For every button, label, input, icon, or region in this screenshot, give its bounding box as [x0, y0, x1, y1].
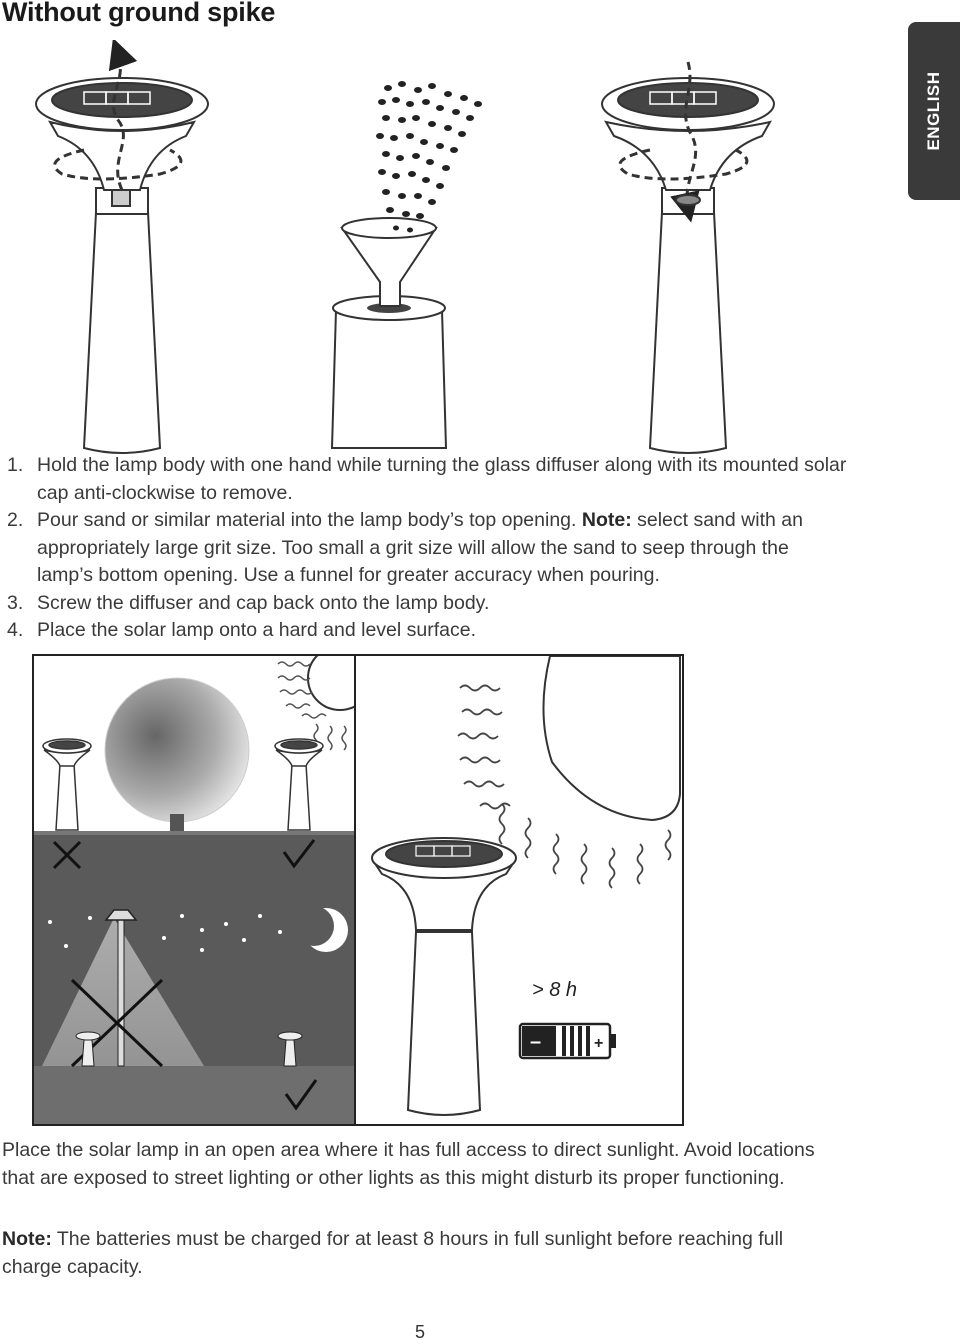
battery-plus-icon: +: [594, 1035, 604, 1052]
page-title: Without ground spike: [2, 0, 276, 27]
nighttime-scene: [33, 831, 355, 1125]
battery-minus-icon: –: [530, 1031, 542, 1053]
lamp-remove-cap-illustration: [36, 52, 208, 453]
language-tab: [908, 22, 960, 200]
placement-illustration-panel: [32, 654, 684, 1126]
language-tab-label: ENGLISH: [924, 71, 943, 151]
disassembly-illustrations: [0, 40, 900, 460]
installation-steps: [7, 452, 847, 645]
daytime-scene: [33, 654, 372, 832]
lamp-reattach-cap-illustration: [602, 62, 774, 453]
page-number: 5: [414, 1322, 425, 1342]
charge-duration-label: > 8 h: [532, 979, 578, 1001]
step-2: 2. Pour sand or similar material into the lamp body’s top opening. Note: select sand with an appropriately large grit size. Too small a grit size will allow the sand to seep through the lamp’s bottom opening. Use a funnel for greater accuracy when pouring.: [7, 509, 803, 586]
step-3: 3. Screw the diffuser and cap back onto the lamp body.: [7, 591, 490, 614]
placement-instructions: Place the solar lamp in an open area where it has full access to direct sunlight. Avoid locations that are exposed to street lighting or other lights as this might disturb its proper functioning.: [2, 1139, 815, 1189]
step-1: 1. Hold the lamp body with one hand while turning the glass diffuser along with its mounted solar cap anti-clockwise to remove.: [7, 454, 847, 504]
charging-note: Note: The batteries must be charged for at least 8 hours in full sunlight before reaching full charge capacity.: [2, 1228, 784, 1278]
battery-icon: [520, 1024, 616, 1058]
funnel-sand-illustration: [332, 81, 482, 448]
charging-note-label: Note:: [2, 1228, 52, 1250]
step-4: 4. Place the solar lamp onto a hard and level surface.: [7, 619, 477, 641]
charging-scene: [356, 655, 682, 1125]
step-2-note-label: Note:: [581, 509, 632, 531]
